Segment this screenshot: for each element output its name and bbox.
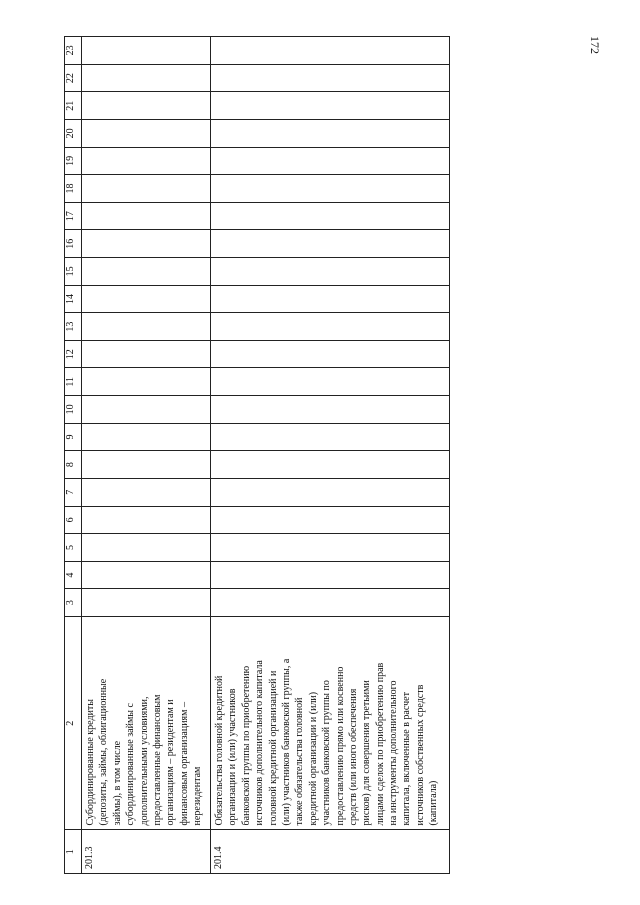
description-line: нерезидентам	[192, 766, 204, 826]
description-line: Обязательства головной кредитной	[214, 675, 225, 826]
header-cell: 12	[65, 340, 82, 368]
description-line: финансовым организациям –	[178, 702, 190, 826]
header-cell: 23	[65, 37, 82, 65]
description-line: головной кредитной организацией и	[267, 670, 279, 826]
empty-cell	[211, 230, 450, 258]
header-cell: 8	[65, 451, 82, 479]
empty-cell	[211, 258, 450, 286]
empty-cell	[82, 285, 211, 313]
description-line: (депозиты, займы, облигационные	[98, 678, 110, 826]
empty-cell	[211, 37, 450, 65]
header-cell: 19	[65, 147, 82, 175]
header-cell: 11	[65, 368, 82, 396]
empty-cell	[211, 92, 450, 120]
empty-cell	[211, 202, 450, 230]
empty-cell	[211, 561, 450, 589]
description-line: Субординированные кредиты	[85, 698, 96, 826]
empty-cell	[82, 451, 211, 479]
header-cell: 1	[65, 830, 82, 874]
empty-cell	[211, 313, 450, 341]
description-line: предоставленные финансовым	[151, 694, 163, 826]
header-cell: 5	[65, 534, 82, 562]
empty-cell	[211, 120, 450, 148]
header-cell: 9	[65, 423, 82, 451]
header-cell: 18	[65, 175, 82, 203]
description-line: субординированные займы с	[125, 703, 137, 826]
empty-cell	[211, 589, 450, 617]
empty-cell	[82, 423, 211, 451]
empty-cell	[82, 258, 211, 286]
empty-cell	[82, 506, 211, 534]
row-code: 201.3	[82, 830, 211, 874]
description-line: средств (или иного обеспечения	[347, 688, 359, 826]
description-line: займы), в том числе	[111, 740, 123, 826]
table-row	[82, 37, 211, 874]
empty-cell	[82, 175, 211, 203]
header-cell: 22	[65, 64, 82, 92]
description-line: источников собственных средств	[414, 684, 426, 826]
header-cell: 2	[65, 616, 82, 829]
header-cell: 14	[65, 285, 82, 313]
empty-cell	[82, 368, 211, 396]
description-line: организациям – резидентам и	[165, 699, 177, 826]
header-cell: 4	[65, 561, 82, 589]
empty-cell	[211, 368, 450, 396]
description-line: организации и (или) участников	[227, 688, 239, 826]
empty-cell	[82, 313, 211, 341]
description-line: банковской группы по приобретению	[240, 665, 252, 826]
description-line: (капитала)	[428, 780, 440, 826]
description-line: предоставлению прямо или косвенно	[334, 666, 346, 826]
empty-cell	[82, 202, 211, 230]
empty-cell	[211, 451, 450, 479]
empty-cell	[82, 230, 211, 258]
empty-cell	[82, 589, 211, 617]
empty-cell	[82, 147, 211, 175]
header-cell: 20	[65, 120, 82, 148]
header-cell: 21	[65, 92, 82, 120]
empty-cell	[82, 120, 211, 148]
rotated-table-container	[64, 36, 438, 874]
empty-cell	[82, 340, 211, 368]
empty-cell	[211, 175, 450, 203]
page-number: 172	[588, 36, 603, 54]
description-line: участников банковской группы по	[321, 680, 333, 826]
empty-cell	[211, 478, 450, 506]
header-cell: 6	[65, 506, 82, 534]
header-cell: 3	[65, 589, 82, 617]
empty-cell	[82, 534, 211, 562]
description-line: (или) участников банковской группы, а	[280, 658, 292, 826]
empty-cell	[211, 506, 450, 534]
empty-cell	[82, 478, 211, 506]
empty-cell	[211, 340, 450, 368]
header-cell: 16	[65, 230, 82, 258]
empty-cell	[211, 534, 450, 562]
empty-cell	[82, 92, 211, 120]
empty-cell	[211, 396, 450, 424]
description-line: капитала, включенные в расчет	[401, 692, 413, 826]
header-cell: 7	[65, 478, 82, 506]
row-description	[82, 616, 211, 829]
empty-cell	[211, 423, 450, 451]
description-line: лицами сделок по приобретению прав	[374, 662, 386, 826]
empty-cell	[211, 147, 450, 175]
header-cell: 13	[65, 313, 82, 341]
description-line: также обязательства головной	[294, 697, 306, 826]
row-code: 201.4	[211, 830, 450, 874]
header-row	[65, 37, 82, 874]
header-cell: 10	[65, 396, 82, 424]
empty-cell	[82, 64, 211, 92]
empty-cell	[82, 37, 211, 65]
description-line: кредитной организации и (или)	[307, 691, 319, 826]
empty-cell	[211, 285, 450, 313]
header-cell: 17	[65, 202, 82, 230]
description-line: источников дополнительного капитала	[254, 660, 266, 826]
description-line: на инструменты дополнительного	[388, 680, 400, 826]
header-cell: 15	[65, 258, 82, 286]
description-line: дополнительными условиями,	[138, 696, 150, 826]
table-row	[211, 37, 450, 874]
empty-cell	[211, 64, 450, 92]
data-table	[64, 36, 450, 874]
empty-cell	[82, 396, 211, 424]
empty-cell	[82, 561, 211, 589]
row-description	[211, 616, 450, 829]
description-line: рисков) для совершения третьими	[361, 680, 373, 826]
